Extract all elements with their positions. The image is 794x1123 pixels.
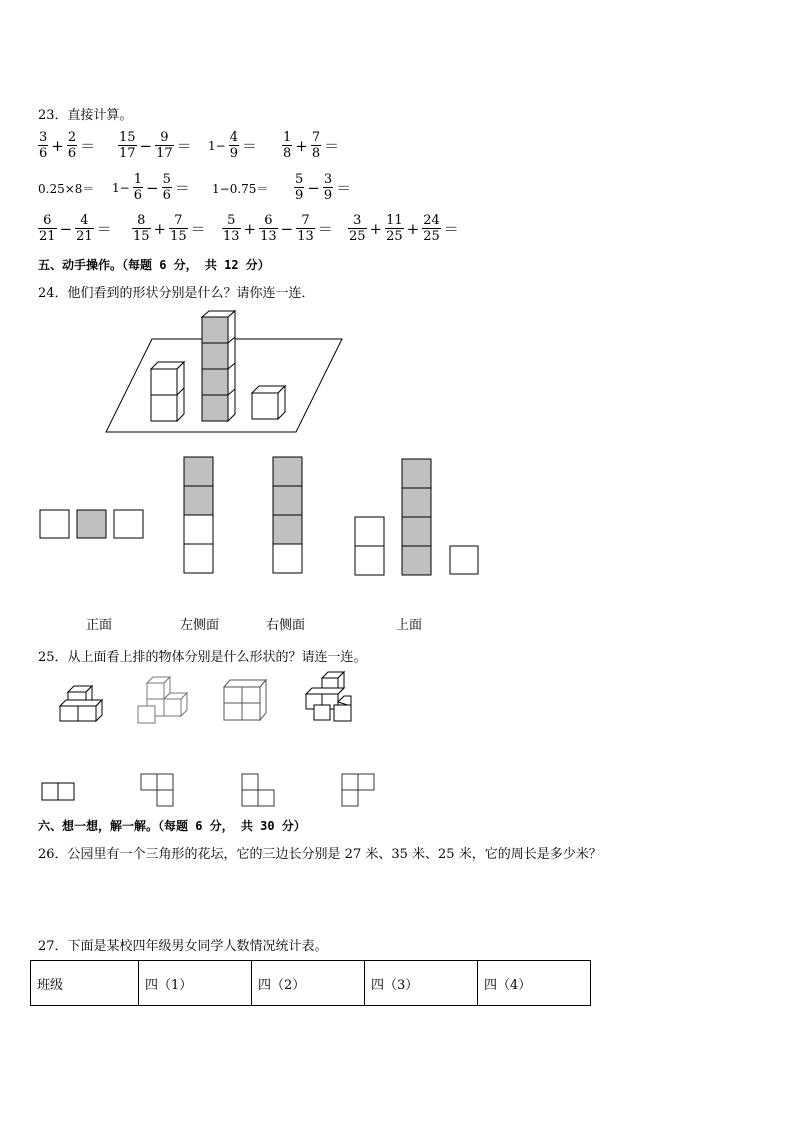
object-4 [306, 672, 351, 721]
q23-r1-e1: $\frac{3}{6}$ + $\frac{2}{6}$ ＝ [39, 130, 96, 161]
q23-title: 23．直接计算。 [38, 108, 133, 123]
q23-r3-e3: $\frac{5}{13}$ + $\frac{6}{13}$ − $\frac{7}{13}$ ＝ [223, 213, 333, 244]
fraction: $\frac{15}{17}$ [119, 130, 136, 161]
object-2 [138, 677, 187, 723]
q23-r3-e1: $\frac{6}{21}$ − $\frac{4}{21}$ ＝ [39, 213, 112, 244]
table-header-cell: 四（1） [139, 961, 252, 1006]
q25-top-views [42, 774, 374, 806]
top-view-1 [42, 783, 74, 800]
fraction: $\frac{2}{6}$ [67, 130, 77, 161]
fraction: $\frac{7}{8}$ [311, 130, 321, 161]
q23-r2-e2: 1− $\frac{1}{6}$ − $\frac{5}{6}$ ＝ [112, 172, 190, 203]
q23-r1-e2: $\frac{15}{17}$ − $\frac{9}{17}$ ＝ [119, 130, 192, 161]
view-column-a [184, 457, 213, 573]
cube-single [252, 386, 285, 419]
label-left-side: 左侧面 [180, 618, 220, 633]
label-top: 上面 [396, 618, 423, 633]
cube-stack-4 [202, 311, 235, 421]
top-view-2 [141, 774, 173, 806]
q26-title: 26．公园里有一个三角形的花坛，它的三边长分别是 27 米、35 米、25 米，它的周长是多少米？ [38, 847, 602, 862]
q24-title: 24．他们看到的形状分别是什么？请你连一连． [38, 286, 315, 301]
table-header-cell: 四（4） [478, 961, 591, 1006]
view-column-b [273, 457, 302, 573]
q23-r1-e4: $\frac{1}{8}$ + $\frac{7}{8}$ ＝ [283, 130, 340, 161]
top-view-4 [342, 774, 374, 806]
q25-objects [60, 672, 351, 723]
q23-r2-e3: 1−0.75＝ [212, 182, 269, 196]
table-row [31, 961, 591, 1006]
label-front: 正面 [86, 618, 113, 633]
table-header-cell: 班级 [31, 961, 139, 1006]
top-view-3 [242, 774, 274, 806]
q23-r3-e4: $\frac{3}{25}$ + $\frac{11}{25}$ + $\frac{24}{25}$ ＝ [349, 213, 459, 244]
table-header-cell: 四（3） [365, 961, 478, 1006]
q23-r2-e4: $\frac{5}{9}$ − $\frac{3}{9}$ ＝ [295, 172, 352, 203]
fraction: $\frac{9}{17}$ [156, 130, 173, 161]
q23-r1-e3: 1− $\frac{4}{9}$ ＝ [208, 130, 257, 161]
section-5-heading: 五、动手操作。（每题 6 分， 共 12 分） [38, 258, 270, 272]
cube-stack-2 [151, 362, 184, 421]
q24-views [40, 457, 478, 575]
table-header-cell: 四（2） [252, 961, 365, 1006]
view-group-c [355, 459, 478, 575]
stats-table [30, 960, 591, 1006]
section-6-heading: 六、想一想，解一解。（每题 6 分， 共 30 分） [38, 819, 306, 833]
object-3 [224, 680, 266, 720]
fraction: $\frac{1}{8}$ [283, 130, 292, 161]
object-1 [60, 686, 102, 721]
q23-r2-e1: 0.25×8＝ [38, 182, 95, 196]
q27-title: 27．下面是某校四年级男女同学人数情况统计表。 [38, 939, 328, 954]
fraction: $\frac{3}{6}$ [39, 130, 48, 161]
fraction: $\frac{4}{9}$ [229, 130, 238, 161]
q25-title: 25．从上面看上排的物体分别是什么形状的？请连一连。 [38, 650, 367, 665]
label-right-side: 右侧面 [266, 618, 306, 633]
q24-3d-scene [106, 311, 342, 432]
q23-r3-e2: $\frac{8}{15}$ + $\frac{7}{15}$ ＝ [133, 213, 206, 244]
view-row-of-three [40, 510, 143, 538]
